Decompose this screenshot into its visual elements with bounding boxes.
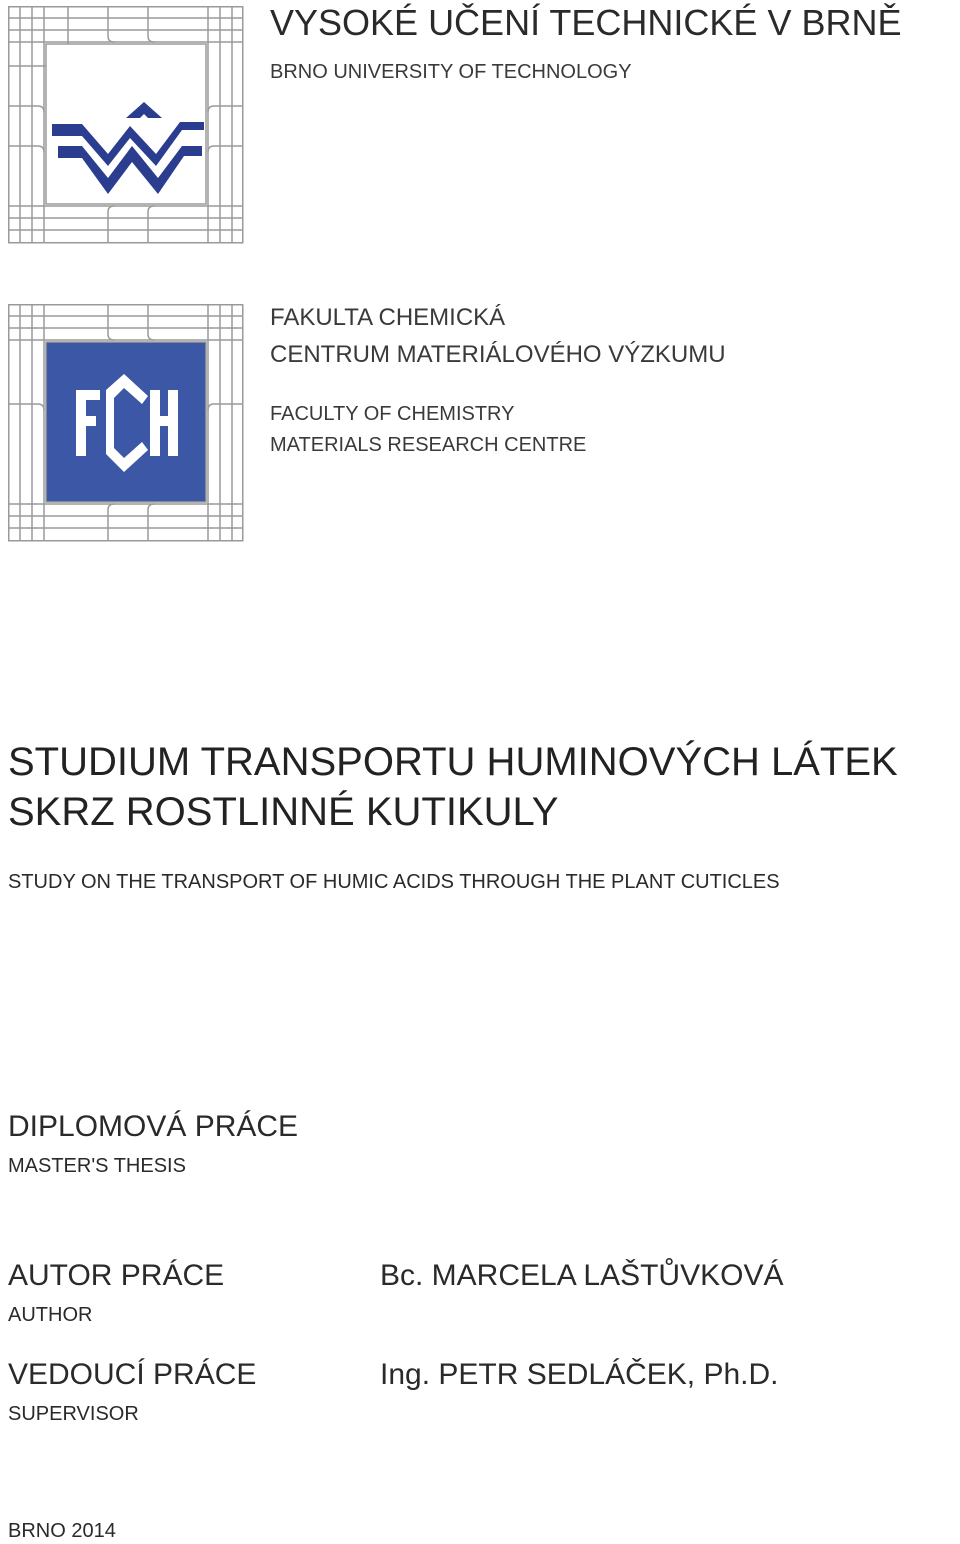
centre-name-cz: CENTRUM MATERIÁLOVÉHO VÝZKUMU xyxy=(270,341,726,368)
thesis-title-cz-line1: STUDIUM TRANSPORTU HUMINOVÝCH LÁTEK xyxy=(8,740,898,784)
supervisor-label-en: SUPERVISOR xyxy=(8,1403,139,1425)
vut-logo-icon xyxy=(8,6,244,244)
thesis-title-en: STUDY ON THE TRANSPORT OF HUMIC ACIDS THROUGH THE PLANT CUTICLES xyxy=(8,871,780,893)
place-year: BRNO 2014 xyxy=(8,1520,116,1542)
faculty-name-en: FACULTY OF CHEMISTRY xyxy=(270,403,515,425)
centre-name-en: MATERIALS RESEARCH CENTRE xyxy=(270,434,587,456)
thesis-title-cz-line2: SKRZ ROSTLINNÉ KUTIKULY xyxy=(8,790,559,834)
thesis-type-cz: DIPLOMOVÁ PRÁCE xyxy=(8,1110,299,1143)
faculty-name-cz: FAKULTA CHEMICKÁ xyxy=(270,304,506,331)
author-label-en: AUTHOR xyxy=(8,1304,93,1326)
author-label-cz: AUTOR PRÁCE xyxy=(8,1259,225,1292)
author-name: Bc. MARCELA LAŠTŮVKOVÁ xyxy=(380,1259,784,1292)
university-name-en: BRNO UNIVERSITY OF TECHNOLOGY xyxy=(270,61,632,83)
thesis-type-en: MASTER'S THESIS xyxy=(8,1155,186,1177)
fch-logo-icon xyxy=(8,304,244,542)
supervisor-name: Ing. PETR SEDLÁČEK, Ph.D. xyxy=(380,1358,779,1391)
supervisor-label-cz: VEDOUCÍ PRÁCE xyxy=(8,1358,257,1391)
university-name-cz: VYSOKÉ UČENÍ TECHNICKÉ V BRNĚ xyxy=(270,2,902,43)
